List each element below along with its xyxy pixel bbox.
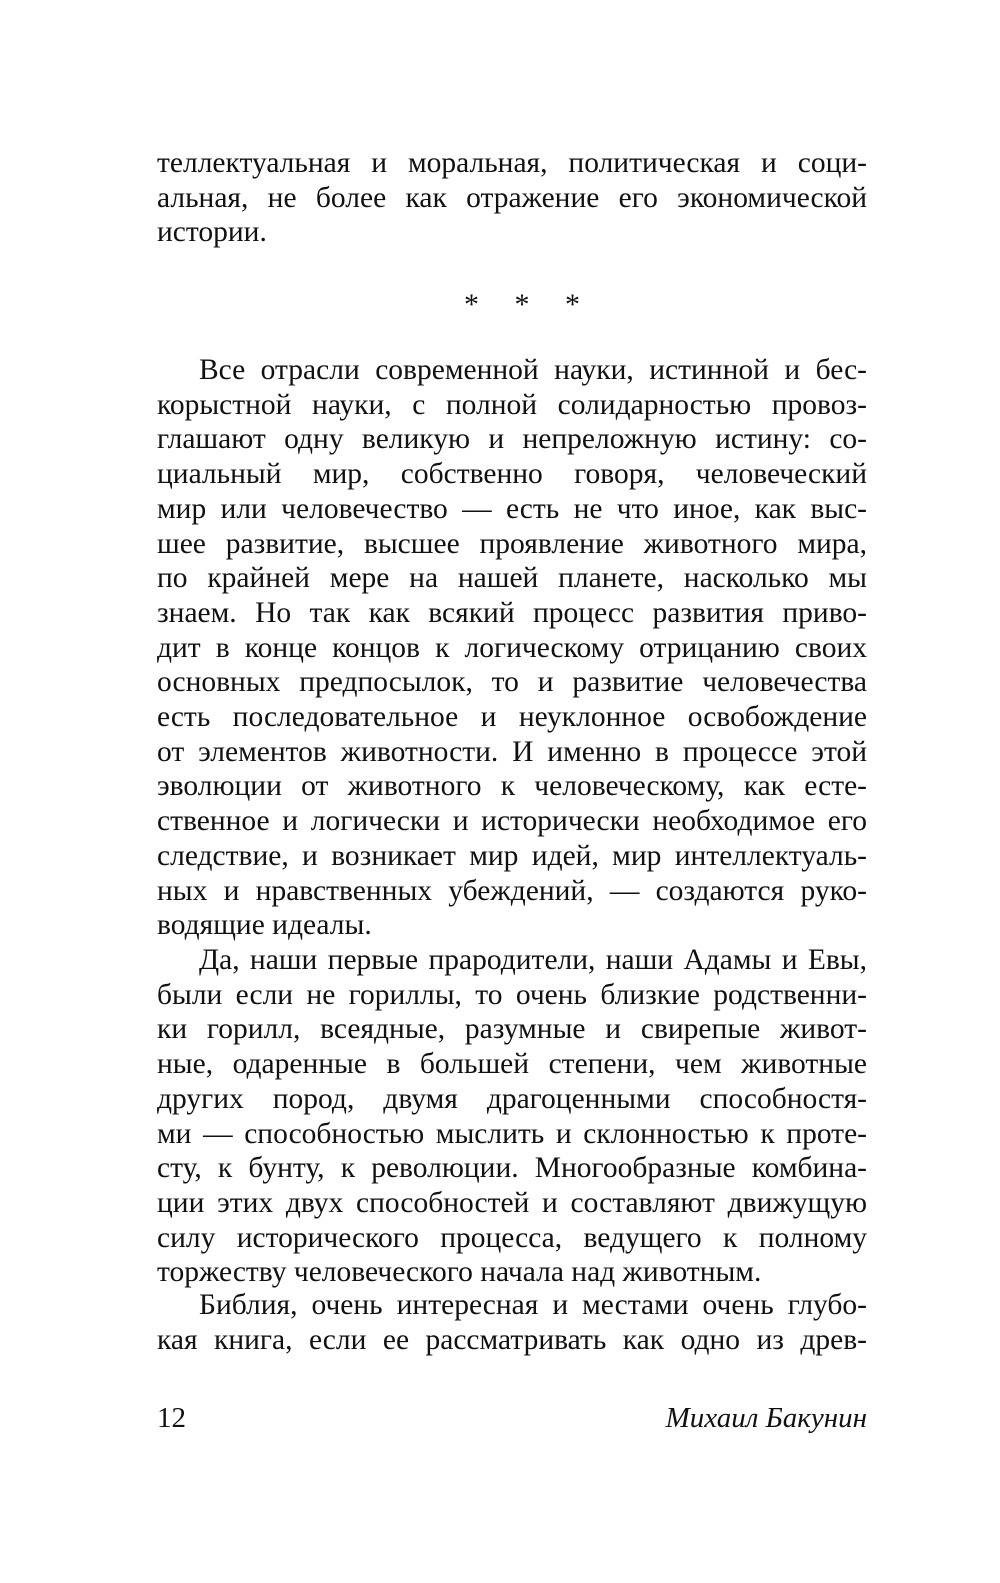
- text-line: ки горилл, всеядные, разумные и свирепые живот-: [157, 1013, 867, 1046]
- text-line: от элементов животности. И именно в процессе этой: [157, 735, 867, 768]
- running-footer-author: Михаил Бакунин: [665, 1402, 867, 1434]
- text-line: глашают одну великую и непреложную истину: со-: [157, 423, 867, 456]
- text-line: ми — способностью мыслить и склонностью к проте-: [157, 1117, 867, 1150]
- section-separator: * * *: [464, 288, 594, 321]
- text-line: Библия, очень интересная и местами очень глубо-: [199, 1289, 867, 1321]
- text-line: Да, наши первые прародители, наши Адамы и Евы,: [199, 944, 867, 976]
- text-line: водящие идеалы.: [157, 909, 372, 942]
- text-line: ных и нравственных убеждений, — создаются руко-: [157, 874, 867, 907]
- text-line: дит в конце концов к логическому отрицанию своих: [157, 631, 867, 664]
- page-number: 12: [157, 1402, 186, 1434]
- text-line: ные, одаренные в большей степени, чем животные: [157, 1048, 867, 1081]
- text-line: Все отрасли современной науки, истинной и бес-: [199, 354, 867, 386]
- text-line: мир или человечество — есть не что иное, как выс-: [157, 492, 867, 525]
- text-line: шее развитие, высшее проявление животного мира,: [157, 527, 867, 560]
- text-line: торжеству человеческого начала над животным.: [157, 1256, 762, 1289]
- text-line: ции этих двух способностей и составляют движущую: [157, 1186, 867, 1219]
- text-line: корыстной науки, с полной солидарностью провоз-: [157, 388, 867, 421]
- text-line: следствие, и возникает мир идей, мир интеллектуаль-: [157, 839, 867, 872]
- text-line: эволюции от животного к человеческому, как есте-: [157, 770, 867, 803]
- text-line: по крайней мере на нашей планете, насколько мы: [157, 562, 867, 595]
- text-line: истории.: [157, 216, 267, 249]
- text-line: силу исторического процесса, ведущего к полному: [157, 1221, 867, 1254]
- text-line: знаем. Но так как всякий процесс развития приво-: [157, 596, 867, 629]
- paragraph: [157, 1288, 867, 1357]
- text-line: ственное и логически и исторически необходимое его: [157, 805, 867, 838]
- text-line: альная, не более как отражение его экономической: [157, 181, 867, 214]
- text-line: других пород, двумя драгоценными способностя-: [157, 1082, 867, 1115]
- text-line: есть последовательное и неуклонное освобождение: [157, 701, 867, 734]
- text-line: кая книга, если ее рассматривать как одно из древ-: [157, 1323, 867, 1356]
- text-line: сту, к бунту, к революции. Многообразные комбина-: [157, 1152, 867, 1185]
- text-line: теллектуальная и моральная, политическая и соци-: [157, 147, 867, 179]
- text-line: циальный мир, собственно говоря, человеческий: [157, 458, 867, 491]
- paragraph: [157, 943, 867, 1290]
- text-line: были если не гориллы, то очень близкие родственни-: [157, 978, 867, 1011]
- paragraph: [157, 353, 867, 943]
- text-line: основных предпосылок, то и развитие человечества: [157, 666, 867, 699]
- paragraph-continued: [157, 146, 867, 250]
